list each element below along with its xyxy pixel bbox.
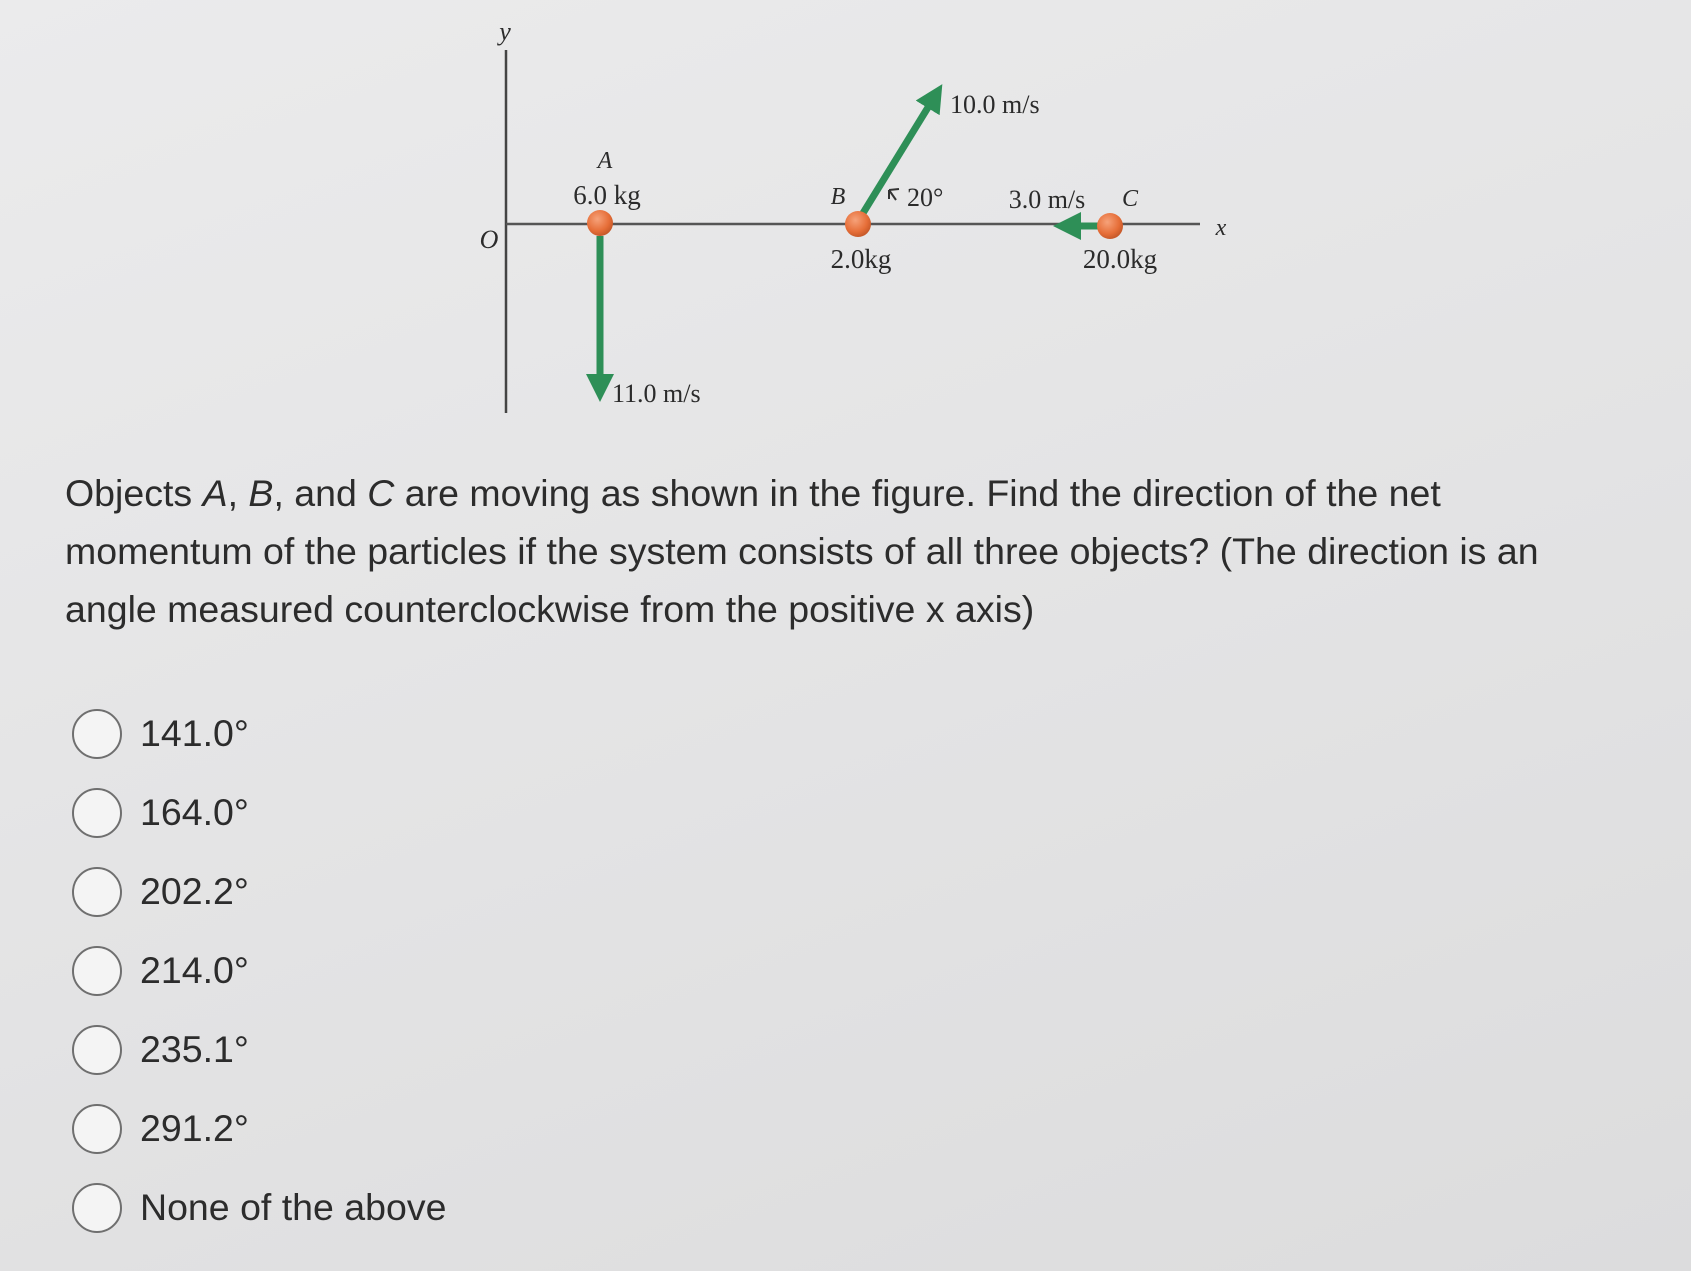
momentum-figure (0, 0, 1691, 460)
object-b-angle: 20° (907, 183, 944, 212)
answer-option-label: 164.0° (140, 791, 249, 833)
origin-label: O (479, 225, 499, 254)
answer-option-label: 202.2° (140, 870, 249, 912)
answer-option[interactable] (72, 852, 446, 931)
x-axis-label: x (1215, 215, 1227, 241)
answer-option-label: 141.0° (140, 712, 249, 754)
radio-button[interactable] (72, 709, 122, 759)
answer-option[interactable] (72, 773, 446, 852)
question-object-c: C (367, 472, 395, 514)
object-a-mass: 6.0 kg (573, 180, 641, 210)
answer-option-label: 291.2° (140, 1107, 249, 1149)
radio-button[interactable] (72, 1183, 122, 1233)
answer-option[interactable] (72, 1010, 446, 1089)
object-b-name: B (830, 184, 846, 210)
question-object-a: A (202, 472, 228, 514)
answer-option[interactable] (72, 931, 446, 1010)
answer-option-label: 235.1° (140, 1028, 249, 1070)
radio-button[interactable] (72, 867, 122, 917)
answer-option-label: 214.0° (140, 949, 249, 991)
question-sep2: , and (273, 472, 368, 514)
question-object-b: B (248, 472, 274, 514)
object-a-name: A (597, 148, 613, 174)
object-b-mass: 2.0kg (830, 244, 892, 274)
question-part2: are moving as shown in the figure. Find the direction of the net momentum of the particles if the system consists of all three objects? (The direction is an angle measured counterclockwise from the positive x axis) (65, 472, 1539, 630)
object-a-speed: 11.0 m/s (612, 379, 701, 408)
object-b-speed: 10.0 m/s (950, 90, 1040, 119)
particle-a (587, 210, 613, 236)
radio-button[interactable] (72, 1104, 122, 1154)
radio-button[interactable] (72, 788, 122, 838)
particle-c (1097, 213, 1123, 239)
question-part1: Objects (65, 472, 203, 514)
question-sep1: , (227, 472, 249, 514)
angle-arc-b (889, 190, 896, 200)
question-text (65, 464, 1605, 638)
radio-button[interactable] (72, 946, 122, 996)
radio-button[interactable] (72, 1025, 122, 1075)
answer-option[interactable] (72, 1089, 446, 1168)
y-axis-label: y (499, 17, 511, 46)
object-c-speed: 3.0 m/s (1008, 185, 1086, 214)
answer-option[interactable] (72, 1168, 446, 1247)
object-c-name: C (1121, 186, 1139, 212)
answer-option[interactable] (72, 694, 446, 773)
particle-b (845, 211, 871, 237)
answer-option-label: None of the above (140, 1186, 447, 1228)
answer-options (72, 694, 446, 1247)
object-c-mass: 20.0kg (1082, 244, 1158, 274)
